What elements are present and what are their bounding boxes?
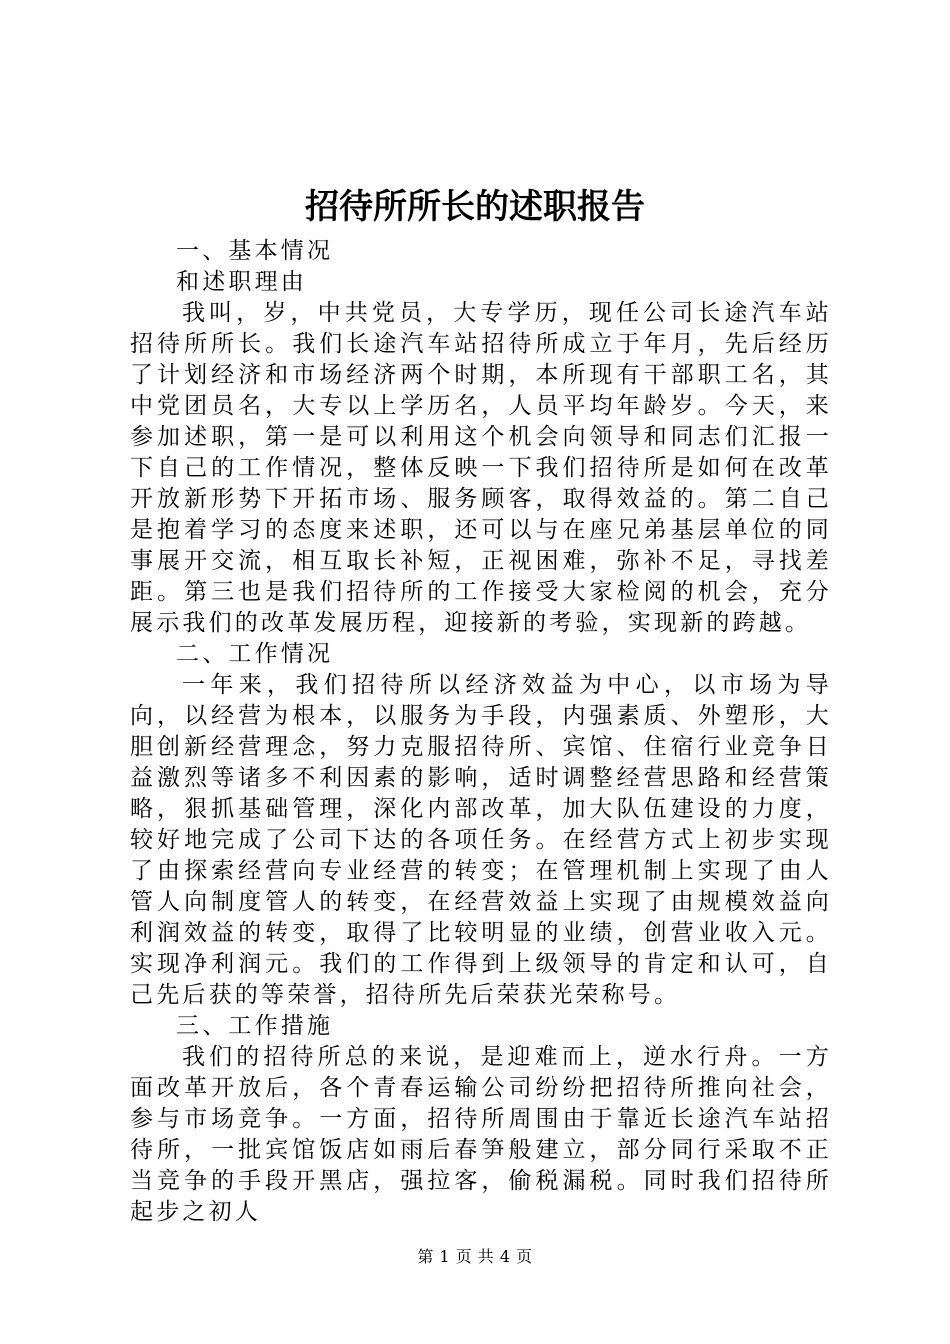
document-title: 招待所所长的述职报告 xyxy=(305,187,645,227)
section-heading-basic: 一、基本情况 xyxy=(176,238,334,264)
section-heading-work: 二、工作情况 xyxy=(176,641,334,667)
section-heading-measures: 三、工作措施 xyxy=(176,1013,334,1039)
section-heading-reason: 和述职理由 xyxy=(176,269,307,295)
paragraph-intro: 我叫，岁，中共党员，大专学历，现任公司长途汽车站招待所所长。我们长途汽车站招待所成立于年月，先后经历了计划经济和市场经济两个时期，本所现有干部职工名，其中党团员名，大专以上学历名，人员平均年龄岁。今天，来参加述职，第一是可以利用这个机会向领导和同志们汇报一下自己的工作情况，整体反映一下我们招待所是如何在改革开放新形势下开拓市场、服务顾客，取得效益的。第二自己是抱着学习的态度来述职，还可以与在座兄弟基层单位的同事展开交流，相互取长补短，正视困难，弥补不足，寻找差距。第三也是我们招待所的工作接受大家检阅的机会，充分展示我们的改革发展历程，迎接新的考验，实现新的跨越。 xyxy=(130,300,832,636)
paragraph-work: 一年来，我们招待所以经济效益为中心，以市场为导向，以经营为根本，以服务为手段，内强素质、外塑形，大胆创新经营理念，努力克服招待所、宾馆、住宿行业竞争日益激烈等诸多不利因素的影响，适时调整经营思路和经营策略，狠抓基础管理，深化内部改革，加大队伍建设的力度，较好地完成了公司下达的各项任务。在经营方式上初步实现了由探索经营向专业经营的转变；在管理机制上实现了由人管人向制度管人的转变，在经营效益上实现了由规模效益向利润效益的转变，取得了比较明显的业绩，创营业收入元。实现净利润元。我们的工作得到上级领导的肯定和认可，自己先后获的等荣誉，招待所先后荣获光荣称号。 xyxy=(130,672,832,1008)
page-footer: 第 1 页 共 4 页 xyxy=(417,1247,533,1266)
document-body xyxy=(130,236,832,1228)
paragraph-measures: 我们的招待所总的来说，是迎难而上，逆水行舟。一方面改革开放后，各个青春运输公司纷纷把招待所推向社会，参与市场竞争。一方面，招待所周围由于靠近长途汽车站招待所，一批宾馆饭店如雨后春笋般建立，部分同行采取不正当竞争的手段开黑店，强拉客，偷税漏税。同时我们招待所起步之初人 xyxy=(130,1044,832,1225)
